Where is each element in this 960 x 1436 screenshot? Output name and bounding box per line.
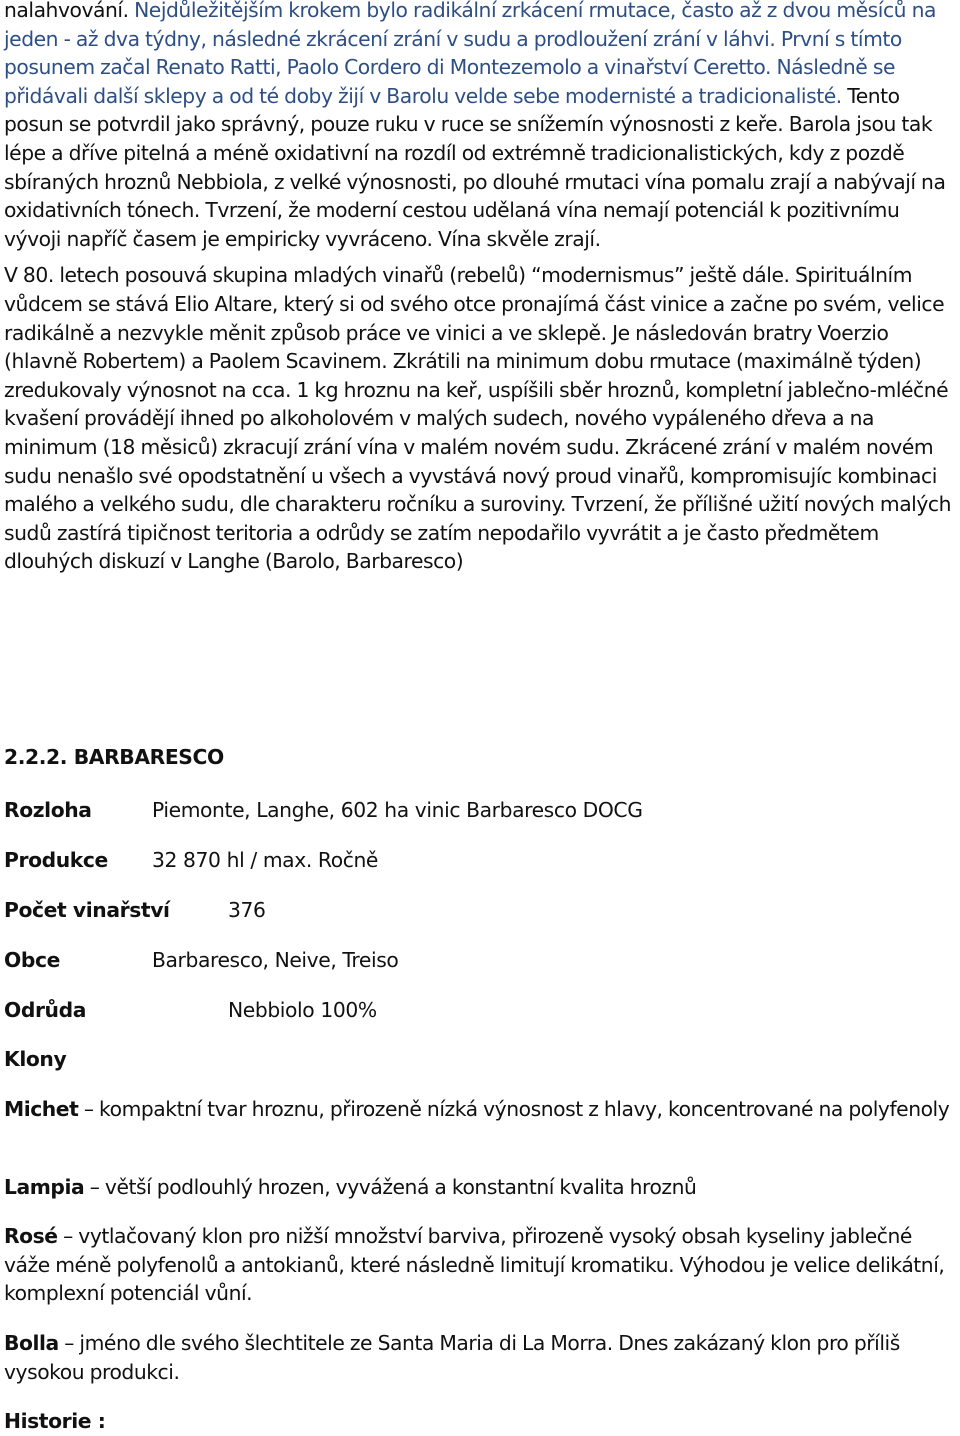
- field-value: Barbaresco, Neive, Treiso: [152, 948, 399, 972]
- field-label: Rozloha: [4, 798, 92, 822]
- history-heading: Historie :: [4, 1409, 106, 1433]
- field-label: Obce: [4, 948, 60, 972]
- intro-text-continued: Tento posun se potvrdil jako správný, pouze ruku v ruce se snížemín výnosnosti z keře. Barola jsou tak lépe a dříve pitelná a méně oxidativní na rozdíl od extrémně tradicionalistických, kdy z pozdě sbíraných hroznů Nebbiola, z velké výnosnosti, po dlouhé rmutaci vína pomalu zrají a nabývají na oxidativních tónech. Tvrzení, že moderní cestou udělaná vína nemají potenciál k pozitivnímu vývoji napříč časem je empiricky vyvráceno. Vína skvěle zrají.: [4, 83, 946, 251]
- clone-name: Lampia: [4, 1175, 85, 1199]
- field-value: 376: [228, 898, 266, 922]
- field-value: Nebbiolo 100%: [228, 998, 377, 1022]
- field-value: Piemonte, Langhe, 602 ha vinic Barbaresco DOCG: [152, 798, 643, 822]
- clone-name: Rosé: [4, 1224, 58, 1248]
- section-heading: 2.2.2. BARBARESCO: [4, 745, 224, 769]
- intro-text-blue: Nejdůležitějším krokem bylo radikální zrkácení rmutace, často až z dvou měsíců na jeden - až dva týdny, následné zkrácení zrání v sudu a prodloužení zrání v láhvi. První s tímto posunem začal Renato Ratti, Paolo Cordero di Montezemolo a vinařství Ceretto. Následně se přidávali další sklepy a od té doby žijí v Barolu velde sebe modernisté a tradicionalisté.: [4, 0, 936, 108]
- clone-lampia: [4, 1173, 956, 1202]
- clone-description: – větší podlouhlý hrozen, vyvážená a konstantní kvalita hroznů: [84, 1175, 697, 1199]
- field-label: Produkce: [4, 848, 108, 872]
- intro-text: [4, 0, 956, 576]
- field-label: Odrůda: [4, 998, 87, 1022]
- intro-paragraph-1: [4, 0, 956, 253]
- clone-description: – kompaktní tvar hroznu, přirozeně nízká výnosnost z hlavy, koncentrované na polyfenoly: [78, 1097, 950, 1121]
- field-label: Klony: [4, 1047, 67, 1071]
- field-value: 32 870 hl / max. Ročně: [152, 848, 378, 872]
- clone-name: Bolla: [4, 1331, 59, 1355]
- field-label: Počet vinařství: [4, 898, 170, 922]
- clone-name: Michet: [4, 1097, 79, 1121]
- clone-bolla: [4, 1329, 956, 1386]
- clone-description: – vytlačovaný klon pro nižší množství barviva, přirozeně vysoký obsah kyseliny jablečné váže méně polyfenolů a antokianů, které následně limitují kromatiku. Výhodou je velice delikátní, komplexní potenciál vůní.: [4, 1224, 945, 1306]
- clone-description: – jméno dle svého šlechtitele ze Santa Maria di La Morra. Dnes zakázaný klon pro příliš vysokou produkci.: [4, 1331, 900, 1384]
- intro-text-start: nalahvování.: [4, 0, 129, 22]
- clone-michet: [4, 1095, 956, 1124]
- clone-rose: [4, 1222, 956, 1308]
- intro-paragraph-2: V 80. letech posouvá skupina mladých vinařů (rebelů) “modernismus” ještě dále. Spirituálním vůdcem se stává Elio Altare, který si od svého otce pronajímá část vinice a začne po svém, velice radikálně a nezvykle měnit způsob práce ve vinici a ve sklepě. Je následován bratry Voerzio (hlavně Robertem) a Paolem Scavinem. Zkrátili na minimum dobu rmutace (maximálně týden) zredukovaly výnosnot na cca. 1 kg hroznu na keř, uspíšili sběr hroznů, kompletní jablečno-mléčné kvašení provádějí ihned po alkoholovém v malých sudech, nového vypáleného dřeva a na minimum (18 měsiců) zkracují zrání vína v malém novém sudu. Zkrácené zrání v malém novém sudu nenašlo své opodstatnění u všech a vyvstává nový proud vinařů, kompromisujíc kombinaci malého a velkého sudu, dle charakteru ročníku a suroviny. Tvrzení, že přílišné užití nových malých sudů zastírá tipičnost teritoria a odrůdy se zatím nepodařilo vyvrátit a je často předmětem dlouhých diskuzí v Langhe (Barolo, Barbaresco): [4, 263, 952, 574]
